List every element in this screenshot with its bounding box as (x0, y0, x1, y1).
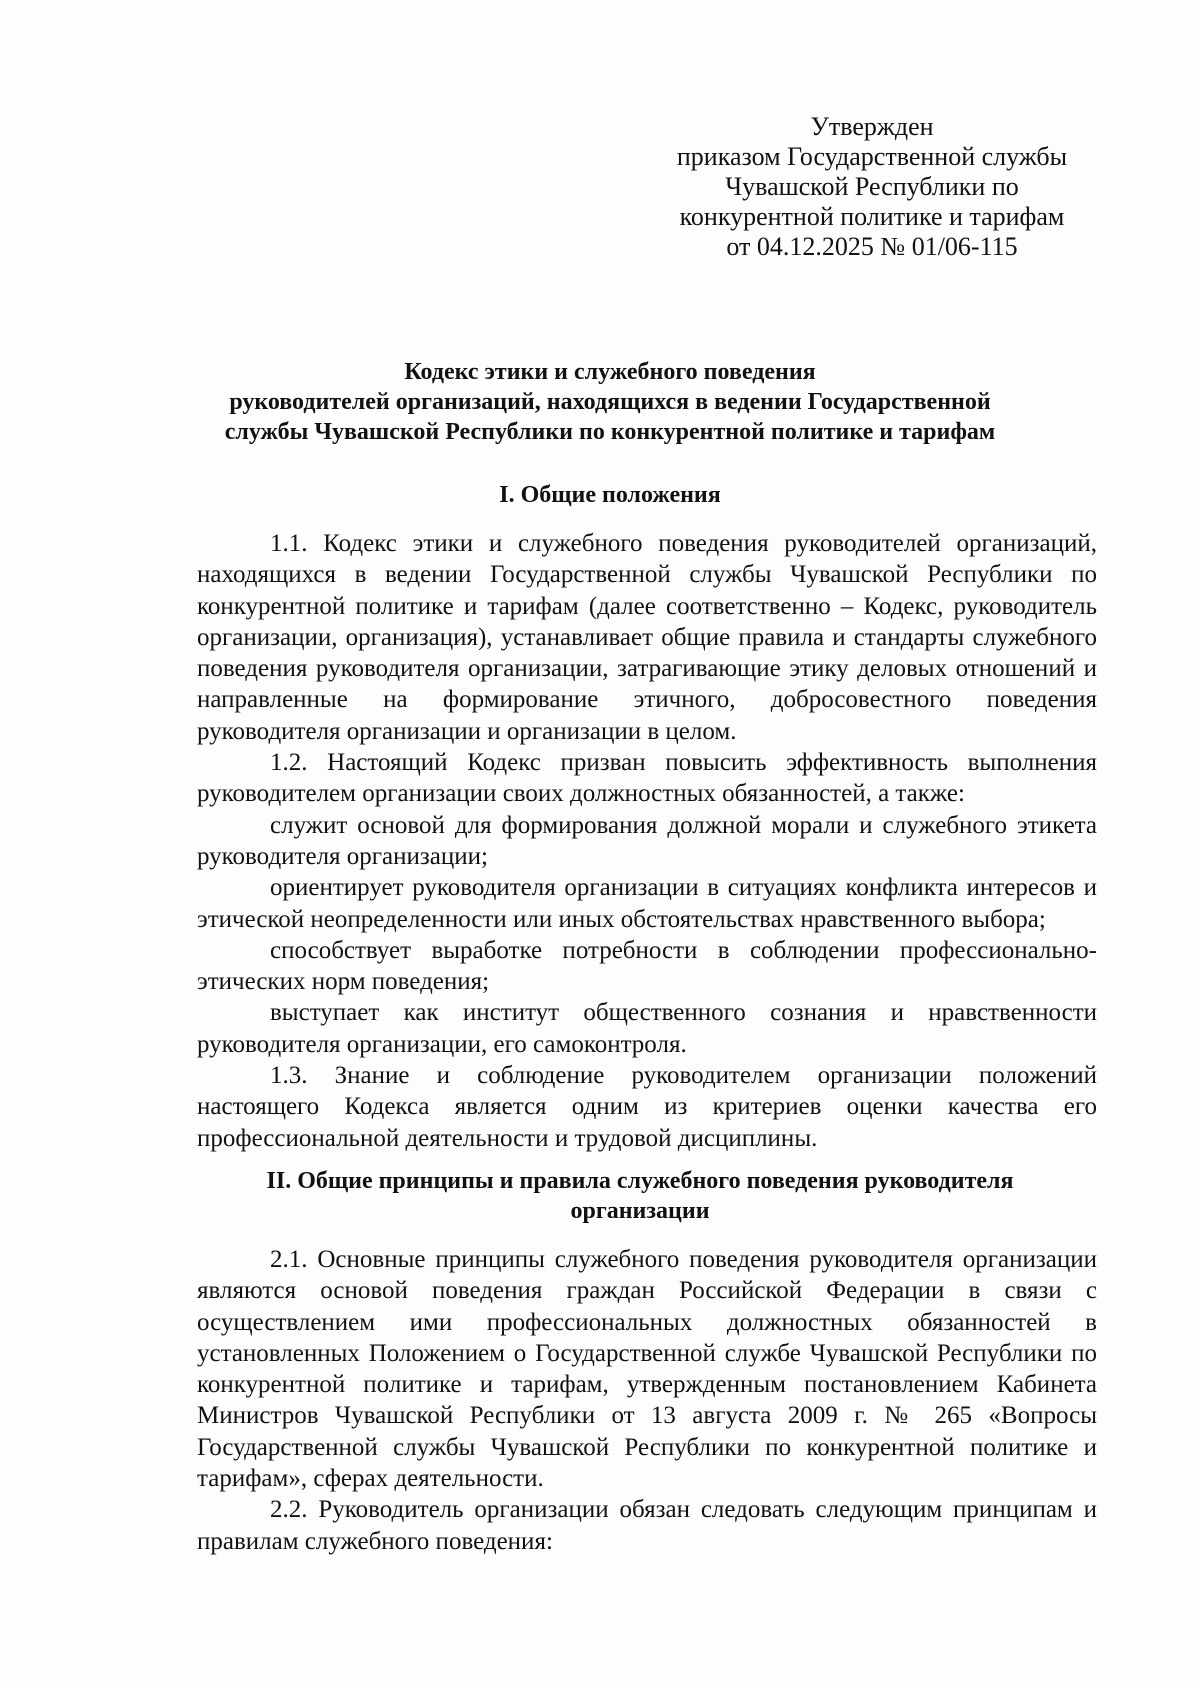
approval-stamp (662, 112, 1082, 262)
list-item: выступает как институт общественного сознания и нравственности руководителя организации, его самоконтроля. (197, 999, 1097, 1058)
section-2-body (197, 1244, 1097, 1557)
paragraph-1-1: 1.1. Кодекс этики и служебного поведения руководителей организаций, находящихся в ведении Государственной службы Чувашской Республики по конкурентной политике и тарифам (далее соответственно – Кодекс, руководитель организации, организация), устанавливает общие правила и стандарты служебного поведения руководителя организации, затрагивающие этику деловых отношений и направленные на формирование этичного, добросовестного поведения руководителя организации и организации в целом. (197, 530, 1097, 745)
list-item: служит основой для формирования должной морали и служебного этикета руководителя организации; (197, 811, 1097, 870)
heading-line: II. Общие принципы и правила служебного поведения руководителя (266, 1168, 1014, 1194)
paragraph-1-3: 1.3. Знание и соблюдение руководителем организации положений настоящего Кодекса является одним из критериев оценки качества его профессиональной деятельности и трудовой дисциплины. (197, 1062, 1097, 1152)
approval-line: Чувашской Республики по (725, 172, 1019, 201)
approval-line: от 04.12.2025 № 01/06-115 (726, 232, 1018, 261)
section-1-body (197, 528, 1097, 1154)
approval-line: конкурентной политике и тарифам (679, 202, 1065, 231)
paragraph-2-1: 2.1. Основные принципы служебного поведения руководителя организации являются основой поведения граждан Российской Федерации в связи с осуществлением ими профессиональных должностных обязанностей в установленных Положением о Государственной службе Чувашской Республики по конкурентной политике и тарифам, утвержденным постановлением Кабинета Министров Чувашской Республики от 13 августа 2009 г. № 265 «Вопросы Государственной службы Чувашской Республики по конкурентной политике и тарифам», сферах деятельности. (197, 1246, 1097, 1493)
paragraph-2-2: 2.2. Руководитель организации обязан следовать следующим принципам и правилам служебного поведения: (197, 1496, 1097, 1555)
section-heading-general-provisions: I. Общие положения (499, 482, 721, 508)
section-heading-principles (160, 1166, 1120, 1226)
heading-line: организации (570, 1198, 710, 1224)
document-title (160, 357, 1060, 447)
title-line: службы Чувашской Республики по конкурентной политике и тарифам (224, 419, 996, 445)
title-line: руководителей организаций, находящихся в ведении Государственной (229, 389, 991, 415)
approval-line: Утвержден (810, 112, 934, 141)
paragraph-1-2: 1.2. Настоящий Кодекс призван повысить эффективность выполнения руководителем организации своих должностных обязанностей, а также: (197, 749, 1097, 808)
approval-line: приказом Государственной службы (676, 142, 1068, 171)
list-item: способствует выработке потребности в соблюдении профессионально-этических норм поведения; (197, 936, 1097, 996)
list-item: ориентирует руководителя организации в ситуациях конфликта интересов и этической неопределенности или иных обстоятельствах нравственного выбора; (197, 874, 1097, 933)
title-line: Кодекс этики и служебного поведения (404, 359, 816, 385)
